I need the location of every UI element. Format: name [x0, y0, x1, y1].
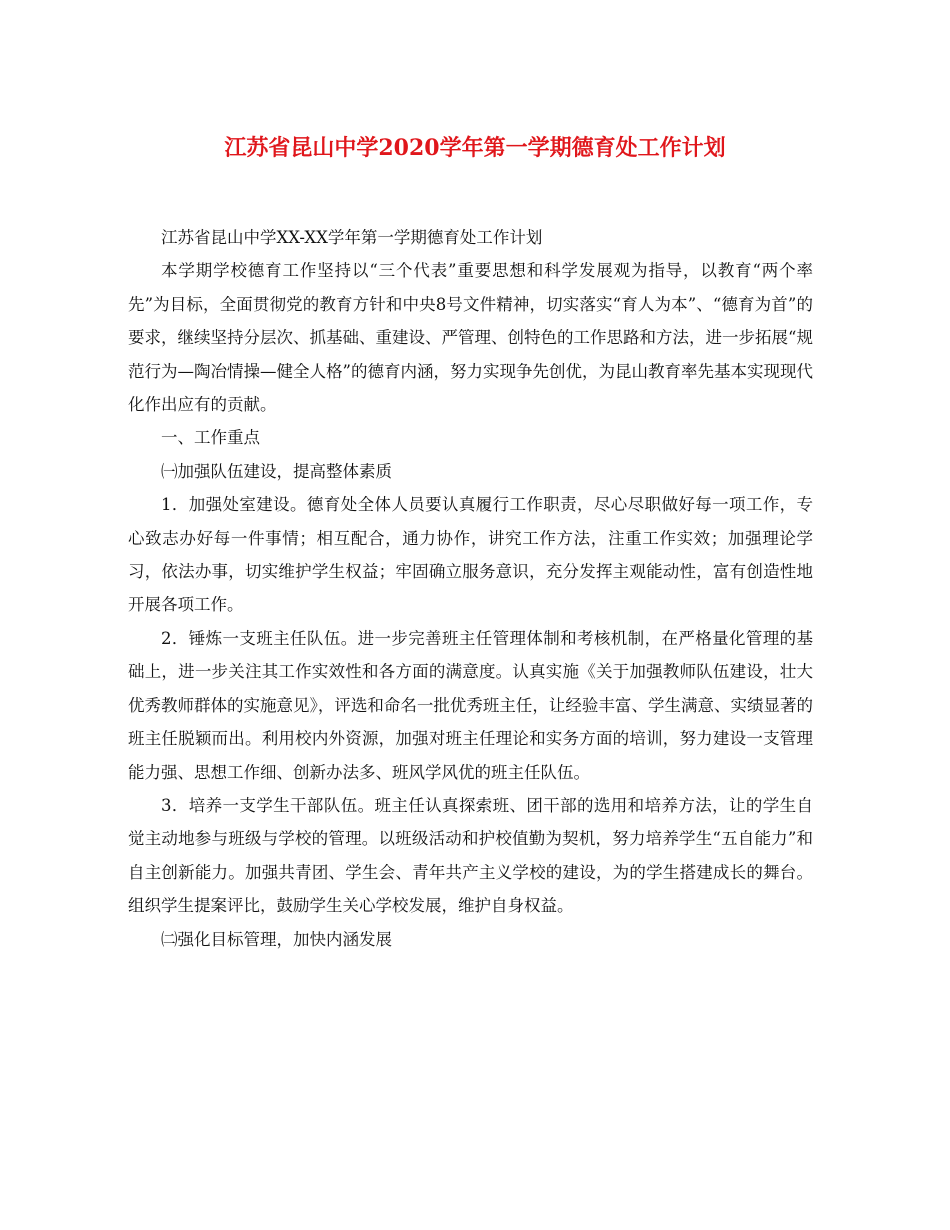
- document-body: [128, 221, 813, 956]
- paragraph-item-2: 2．锤炼一支班主任队伍。进一步完善班主任管理体制和考核机制，在严格量化管理的基础上，进一步关注其工作实效性和各方面的满意度。认真实施《关于加强教师队伍建设，壮大优秀教师群体的实施意见》，评选和命名一批优秀班主任，让经验丰富、学生满意、实绩显著的班主任脱颖而出。利用校内外资源，加强对班主任理论和实务方面的培训，努力建设一支管理能力强、思想工作细、创新办法多、班风学风优的班主任队伍。: [128, 628, 813, 782]
- paragraph-intro: 本学期学校德育工作坚持以“三个代表”重要思想和科学发展观为指导，以教育“两个率先”为目标，全面贯彻党的教育方针和中央8号文件精神，切实落实“育人为本”、“德育为首”的要求，继续坚持分层次、抓基础、重建设、严管理、创特色的工作思路和方法，进一步拓展“规范行为—陶冶情操—健全人格”的德育内涵，努力实现争先创优，为昆山教育率先基本实现现代化作出应有的贡献。: [128, 261, 813, 415]
- subsection-heading-target-management: ㈡强化目标管理，加快内涵发展: [161, 929, 392, 949]
- paragraph-item-3: 3．培养一支学生干部队伍。班主任认真探索班、团干部的选用和培养方法，让的学生自觉主动地参与班级与学校的管理。以班级活动和护校值勤为契机，努力培养学生“五自能力”和自主创新能力。加强共青团、学生会、青年共产主义学校的建设，为的学生搭建成长的舞台。组织学生提案评比，鼓励学生关心学校发展，维护自身权益。: [128, 795, 813, 916]
- section-heading-work-focus: 一、工作重点: [161, 428, 260, 448]
- document-title: 江苏省昆山中学2020学年第一学期德育处工作计划: [224, 135, 726, 161]
- subsection-heading-team-building: ㈠加强队伍建设，提高整体素质: [161, 461, 392, 481]
- paragraph-subtitle: 江苏省昆山中学XX-XX学年第一学期德育处工作计划: [161, 228, 543, 247]
- paragraph-item-1: 1．加强处室建设。德育处全体人员要认真履行工作职责，尽心尽职做好每一项工作，专心致志办好每一件事情；相互配合，通力协作，讲究工作方法，注重工作实效；加强理论学习，依法办事，切实维护学生权益；牢固确立服务意识，充分发挥主观能动性，富有创造性地开展各项工作。: [128, 495, 813, 615]
